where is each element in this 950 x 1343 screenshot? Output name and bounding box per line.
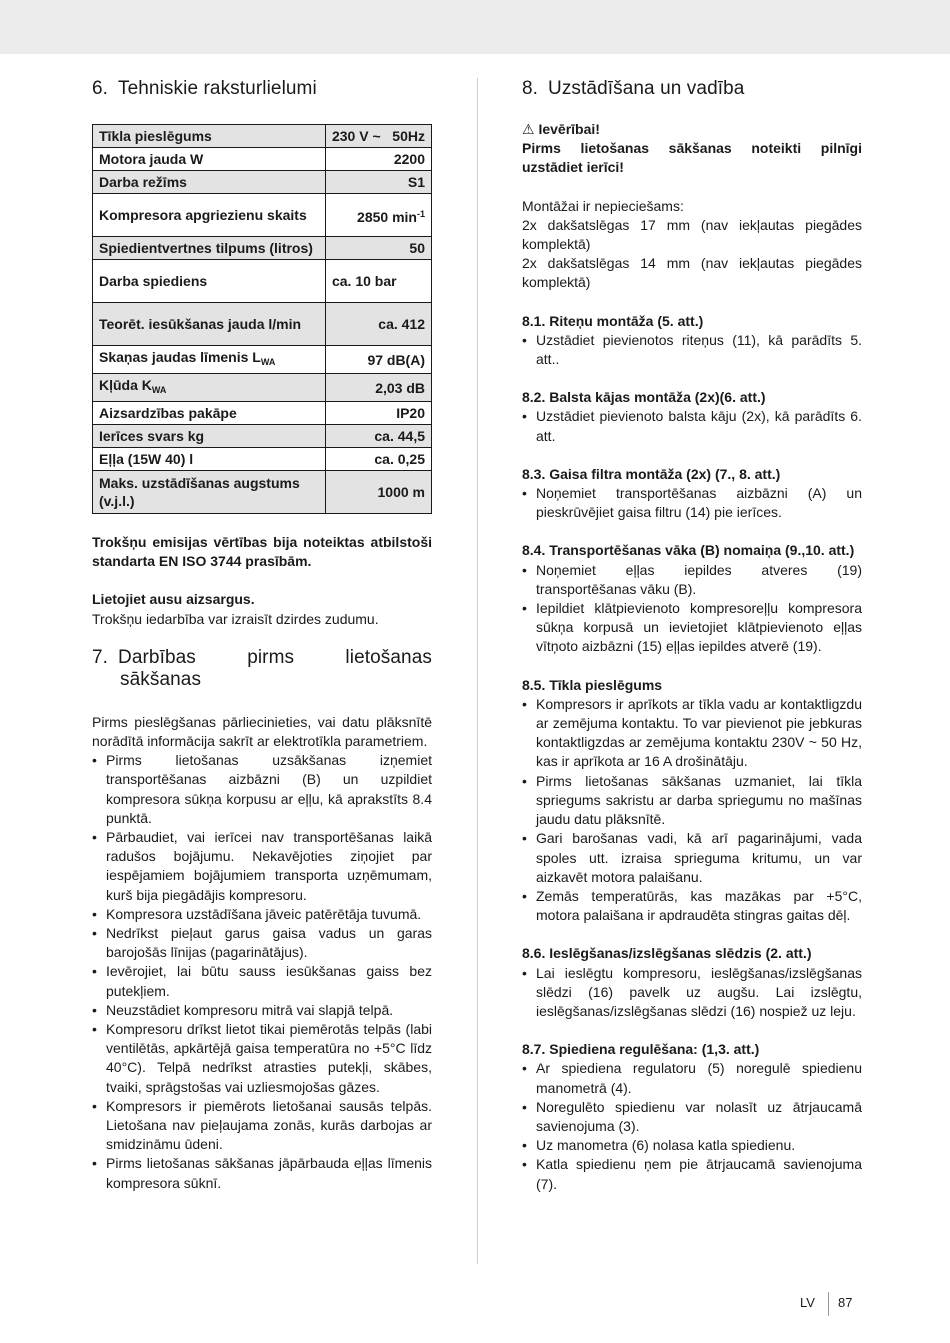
spec-value: ca. 10 bar bbox=[325, 260, 431, 303]
section-6-heading: 6. Tehniskie raksturlielumi bbox=[92, 78, 317, 99]
mount-item: 2x dakšatslēgas 14 mm (nav iekļautas piegādes komplektā) bbox=[522, 255, 862, 291]
spec-label: Kompresora apgriezienu skaits bbox=[93, 194, 326, 237]
list-item: • Noregulēto spiedienu var nolasīt uz ātrjaucamā savienojuma (3). bbox=[522, 1098, 862, 1136]
section-7-heading: 7. Darbības pirms lietošanas bbox=[92, 646, 432, 668]
noise-note: Trokšņu emisijas vērtības bija noteiktas atbilstoši standarta EN ISO 3744 prasībām. bbox=[92, 534, 432, 570]
left-column bbox=[92, 78, 432, 1193]
table-row bbox=[93, 125, 432, 148]
table-row bbox=[93, 260, 432, 303]
list-item: • Pirms lietošanas uzsākšanas izņemiet transportēšanas aizbāzni (B) un uzpildiet kompresora sūkņa korpusu ar eļļu, kā aprakstīts 8.4 punktā. bbox=[92, 751, 432, 828]
section-7-intro: Pirms pieslēgšanas pārliecinieties, vai datu plāksnītē norādītā informācija sakrīt ar elektrotīkla parametriem. bbox=[92, 713, 432, 750]
spec-label: Tīkla pieslēgums bbox=[93, 125, 326, 148]
spec-label: Teorēt. iesūkšanas jauda l/min bbox=[93, 303, 326, 346]
ear-protection-text: Trokšņu iedarbība var izraisīt dzirdes zudumu. bbox=[92, 610, 379, 627]
subsection-title: 8.2. Balsta kājas montāža (2x)(6. att.) bbox=[522, 389, 766, 406]
list-item: • Zemās temperatūrās, kas mazākas par +5°C, motora palaišana ir apdraudēta stingras gaitas dēļ. bbox=[522, 887, 862, 925]
spec-label: Kļūda $K_{WA}$ bbox=[93, 374, 326, 402]
spec-value: ca. 0,25 bbox=[325, 448, 431, 471]
subsection-title: 8.1. Riteņu montāža (5. att.) bbox=[522, 312, 704, 329]
spec-value: 230 V ~ 50Hz bbox=[325, 125, 431, 148]
subsection-title: 8.4. Transportēšanas vāka (B) nomaiņa (9.,10. att.) bbox=[522, 542, 855, 559]
right-column bbox=[522, 78, 862, 1194]
section-8-heading: 8. Uzstādīšana un vadība bbox=[522, 78, 745, 99]
list-item: • Ar spiediena regulatoru (5) noregulē spiedienu manometrā (4). bbox=[522, 1059, 862, 1097]
list-item: • Ievērojiet, lai būtu sauss iesūkšanas gaiss bez putekļiem. bbox=[92, 962, 432, 1000]
list-item: • Katla spiedienu ņem pie ātrjaucamā savienojuma (7). bbox=[522, 1155, 862, 1193]
spec-label: Darba režīms bbox=[93, 171, 326, 194]
subsection-title: 8.7. Spiediena regulēšana: (1,3. att.) bbox=[522, 1041, 760, 1058]
list-item: • Pirms lietošanas sākšanas jāpārbauda eļļas līmenis kompresora sūknī. bbox=[92, 1154, 432, 1192]
list-item: • Neuzstādiet kompresoru mitrā vai slapjā telpā. bbox=[92, 1001, 432, 1020]
list-item: • Kompresoru drīkst lietot tikai piemērotās telpās (labi ventilētās, apkārtējā gaisa temperatūra no +5°C līdz 40°C). Telpā nedrīkst atrasties putekļi, skābes, tvaiki, sprāgstošas vai uzliesmojošas gāzes. bbox=[92, 1020, 432, 1097]
list-item: • Kompresora uzstādīšana jāveic patērētāja tuvumā. bbox=[92, 905, 432, 924]
table-row bbox=[93, 303, 432, 346]
list-item: • Pirms lietošanas sākšanas uzmaniet, lai tīkla spriegums sakristu ar darba spriegumu no mašīnas jaudu datu plāksnītē. bbox=[522, 772, 862, 830]
spec-table bbox=[92, 124, 432, 514]
section-7-list bbox=[92, 751, 432, 1193]
table-row bbox=[93, 425, 432, 448]
list-item: • Gari barošanas vadi, kā arī pagarinājumi, vada spoles utt. izraisa sprieguma kritumu, un var aizkavēt motora palaišanu. bbox=[522, 829, 862, 887]
spec-label: Darba spiediens bbox=[93, 260, 326, 303]
list-item: • Lai ieslēgtu kompresoru, ieslēgšanas/izslēgšanas slēdzi (16) pavelk uz augšu. Lai izslēgtu, ieslēgšanas/izslēgšanas slēdzi (16) nospiež uz leju. bbox=[522, 964, 862, 1022]
table-row bbox=[93, 237, 432, 260]
spec-label: Maks. uzstādīšanas augstums (v.j.l.) bbox=[93, 471, 326, 514]
spec-label: Skaņas jaudas līmenis $L_{WA}$ bbox=[93, 346, 326, 374]
spec-value: ca. 412 bbox=[325, 303, 431, 346]
spec-value: S1 bbox=[325, 171, 431, 194]
spec-value: 2200 bbox=[325, 148, 431, 171]
page-number: 87 bbox=[838, 1295, 853, 1310]
spec-label: Eļļa (15W 40) l bbox=[93, 448, 326, 471]
spec-value: 1000 m bbox=[325, 471, 431, 514]
subsection-title: 8.3. Gaisa filtra montāža (2x) (7., 8. att.) bbox=[522, 465, 781, 482]
table-row bbox=[93, 171, 432, 194]
subsection-title: 8.5. Tīkla pieslēgums bbox=[522, 676, 663, 693]
spec-value: ca. 44,5 bbox=[325, 425, 431, 448]
list-item: • Nedrīkst pieļaut garus gaisa vadus un garas barojošās līnijas (pagarinātājus). bbox=[92, 924, 432, 962]
footer-separator bbox=[828, 1292, 829, 1316]
list-item: • Noņemiet transportēšanas aizbāzni (A) un pieskrūvējiet gaisa filtru (14) pie ierīces. bbox=[522, 484, 862, 522]
table-row bbox=[93, 346, 432, 374]
spec-value: 2850 $\min^{-1}$ bbox=[325, 194, 431, 237]
top-bar bbox=[0, 0, 950, 54]
subsection-title: 8.6. Ieslēgšanas/izslēgšanas slēdzis (2. att.) bbox=[522, 945, 812, 962]
list-item: • Uzstādiet pievienoto balsta kāju (2x), kā parādīts 6. att. bbox=[522, 407, 862, 445]
warning-text: Pirms lietošanas sākšanas noteikti pilnīgi uzstādiet ierīci! bbox=[522, 140, 862, 176]
spec-label: Ierīces svars kg bbox=[93, 425, 326, 448]
spec-value: 2,03 dB bbox=[325, 374, 431, 402]
spec-label: Aizsardzības pakāpe bbox=[93, 402, 326, 425]
spec-value: 97 dB(A) bbox=[325, 346, 431, 374]
column-divider bbox=[477, 78, 478, 1264]
table-row bbox=[93, 448, 432, 471]
list-item: • Uz manometra (6) nolasa katla spiedienu. bbox=[522, 1136, 862, 1155]
warning-icon: ⚠ bbox=[522, 121, 535, 137]
list-item: • Noņemiet eļļas iepildes atveres (19) transportēšanas vāku (B). bbox=[522, 561, 862, 599]
spec-label: Motora jauda W bbox=[93, 148, 326, 171]
table-row bbox=[93, 194, 432, 237]
table-row bbox=[93, 402, 432, 425]
ear-protection-title: Lietojiet ausu aizsargus. bbox=[92, 591, 255, 608]
list-item: • Kompresors ir piemērots lietošanai sausās telpās. Lietošana nav pieļaujama zonās, kurās darbojas ar smidzināmu ūdeni. bbox=[92, 1097, 432, 1155]
table-row bbox=[93, 148, 432, 171]
table-row bbox=[93, 374, 432, 402]
section-7-heading-line2: sākšanas bbox=[120, 668, 202, 690]
list-item: • Iepildiet klātpievienoto kompresoreļļu kompresora sūkņa korpusā un ievietojiet klātpievienoto eļļas vītņoto aizbāzni (15) eļļas iepildes atverē (19). bbox=[522, 599, 862, 657]
mount-item: 2x dakšatslēgas 17 mm (nav iekļautas piegādes komplektā) bbox=[522, 216, 862, 253]
spec-value: IP20 bbox=[325, 402, 431, 425]
list-item: • Kompresors ir aprīkots ar tīkla vadu ar kontaktligzdu ar zemējuma kontaktu. To var pievienot pie jebkuras kontaktligzdas ar zemējuma kontaktu 230V ~ 50 Hz, kas ir aprīkota ar 16 A drošinātāju. bbox=[522, 695, 862, 772]
list-item: • Pārbaudiet, vai ierīcei nav transportēšanas laikā radušos bojājumu. Nekavējoties ziņojiet par iespējamiem bojājumiem transporta uzņēmumam, kurš bija piegādājis kompresoru. bbox=[92, 828, 432, 905]
language-code: LV bbox=[800, 1295, 815, 1310]
warning-title: ⚠ Ievērībai! bbox=[522, 121, 600, 137]
table-row bbox=[93, 471, 432, 514]
mount-intro: Montāžai ir nepieciešams: bbox=[522, 197, 684, 214]
spec-value: 50 bbox=[325, 237, 431, 260]
list-item: • Uzstādiet pievienotos riteņus (11), kā parādīts 5. att.. bbox=[522, 331, 862, 369]
spec-label: Spiedientvertnes tilpums (litros) bbox=[93, 237, 326, 260]
